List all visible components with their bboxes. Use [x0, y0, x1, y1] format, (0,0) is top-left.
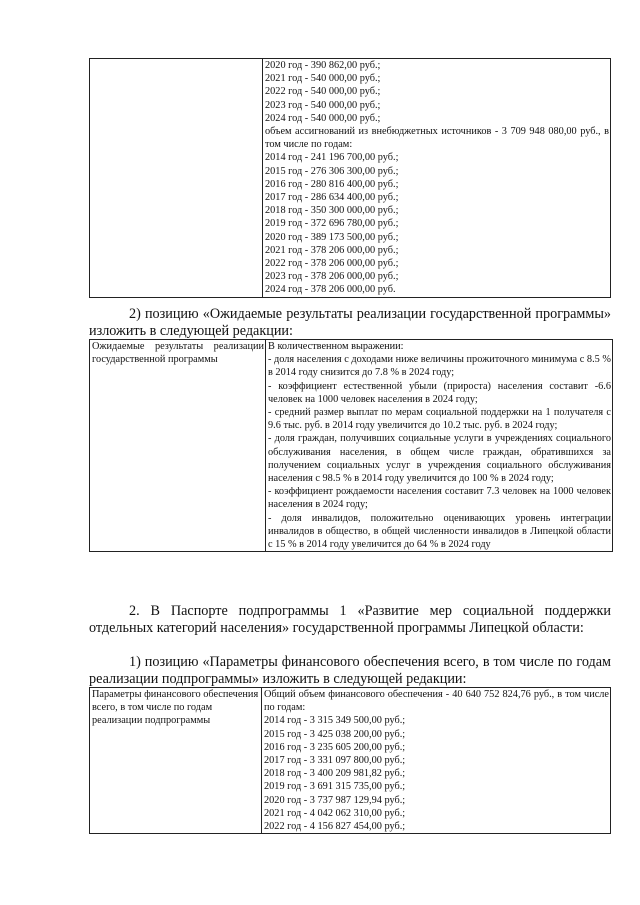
- year-amount-line: 2017 год - 3 331 097 800,00 руб.;: [264, 755, 406, 767]
- year-amount-line: 2021 год - 540 000,00 руб.;: [265, 73, 381, 85]
- table-value-cell: [263, 59, 611, 298]
- financing-table-continued: [89, 58, 611, 298]
- expected-results-table: [89, 339, 613, 552]
- table-row: [90, 340, 613, 552]
- year-amount-line: 2022 год - 540 000,00 руб.;: [265, 86, 381, 98]
- year-amount-line: 2017 год - 286 634 400,00 руб.;: [265, 192, 399, 204]
- year-amount-line: 2014 год - 3 315 349 500,00 руб.;: [264, 715, 406, 727]
- result-item: - доля инвалидов, положительно оценивающих уровень интеграции инвалидов в общество, в общей численности инвалидов в Липецкой области с 15 % в 2014 году увеличится до 64 % в 2024 году: [268, 512, 611, 551]
- table-row: [90, 688, 611, 834]
- extrabudgetary-total-line: объем ассигнований из внебюджетных источников - 3 709 948 080,00 руб., в том числе по годам:: [265, 126, 609, 151]
- year-amount-line: 2020 год - 389 173 500,00 руб.;: [265, 231, 399, 243]
- year-amount-line: 2015 год - 276 306 300,00 руб.;: [265, 165, 399, 177]
- expected-results-value: [266, 340, 613, 552]
- year-amount-line: 2023 год - 378 206 000,00 руб.;: [265, 271, 399, 283]
- year-amount-line: 2024 год - 378 206 000,00 руб.: [265, 284, 396, 296]
- year-amount-line: 2016 год - 3 235 605 200,00 руб.;: [264, 741, 406, 753]
- financing-value: [262, 688, 611, 834]
- year-amount-line: 2021 год - 378 206 000,00 руб.;: [265, 244, 399, 256]
- year-amount-line: 2014 год - 241 196 700,00 руб.;: [265, 152, 399, 164]
- paragraph-expected-results-intro: 2) позицию «Ожидаемые результаты реализации государственной программы» изложить в следующей редакции:: [89, 306, 611, 339]
- result-item: В количественном выражении:: [268, 341, 404, 352]
- year-amount-line: 2016 год - 280 816 400,00 руб.;: [265, 178, 399, 190]
- year-amount-line: 2020 год - 390 862,00 руб.;: [265, 60, 381, 71]
- year-amount-line: 2015 год - 3 425 038 200,00 руб.;: [264, 728, 406, 740]
- subprogram-financing-table: [89, 687, 611, 834]
- paragraph-subprogram-passport: 2. В Паспорте подпрограммы 1 «Развитие мер социальной поддержки отдельных категорий населения» государственной программы Липецкой области:: [89, 603, 611, 636]
- result-item: - доля населения с доходами ниже величины прожиточного минимума с 8.5 % в 2014 году снизится до 7.8 % в 2024 году;: [268, 354, 611, 379]
- expected-results-label: Ожидаемые результаты реализации государственной программы: [90, 340, 266, 552]
- result-item: - коэффициент рождаемости населения составит 7.3 человек на 1000 человек населения в 2024 году;: [268, 486, 611, 511]
- year-amount-line: 2021 год - 4 042 062 310,00 руб.;: [264, 807, 406, 819]
- result-item: - средний размер выплат по мерам социальной поддержки на 1 получателя с 9.6 тыс. руб. в 2014 году увеличится до 10.2 тыс. руб. в 2024 году;: [268, 407, 611, 432]
- paragraph-financing-position-intro: 1) позицию «Параметры финансового обеспечения всего, в том числе по годам реализации подпрограммы» изложить в следующей редакции:: [89, 654, 611, 687]
- result-item: - коэффициент естественной убыли (прироста) населения составит -6.6 человек на 1000 человек населения в 2024 году;: [268, 380, 611, 405]
- year-amount-line: 2019 год - 3 691 315 735,00 руб.;: [264, 781, 406, 793]
- table-row: [90, 59, 611, 298]
- year-amount-line: 2022 год - 4 156 827 454,00 руб.;: [264, 821, 406, 833]
- year-amount-line: 2020 год - 3 737 987 129,94 руб.;: [264, 794, 406, 806]
- year-amount-line: 2024 год - 540 000,00 руб.;: [265, 112, 381, 124]
- year-amount-line: 2018 год - 350 300 000,00 руб.;: [265, 205, 399, 217]
- financing-label: Параметры финансового обеспечения всего, в том числе по годам реализации подпрограммы: [90, 688, 262, 834]
- financing-total-line: Общий объем финансового обеспечения - 40 640 752 824,76 руб., в том числе по годам:: [264, 689, 609, 714]
- year-amount-line: 2023 год - 540 000,00 руб.;: [265, 99, 381, 111]
- year-amount-line: 2022 год - 378 206 000,00 руб.;: [265, 258, 399, 270]
- result-item: - доля граждан, получивших социальные услуги в учреждениях социального обслуживания населения, в общем числе граждан, обратившихся за получением социальных услуг в учреждения социального обслуживания населения с 98.5 % в 2014 году увеличится до 100 % в 2024 году;: [268, 433, 611, 485]
- year-amount-line: 2019 год - 372 696 780,00 руб.;: [265, 218, 399, 230]
- year-amount-line: 2018 год - 3 400 209 981,82 руб.;: [264, 768, 406, 780]
- table-label-cell-empty: [90, 59, 263, 298]
